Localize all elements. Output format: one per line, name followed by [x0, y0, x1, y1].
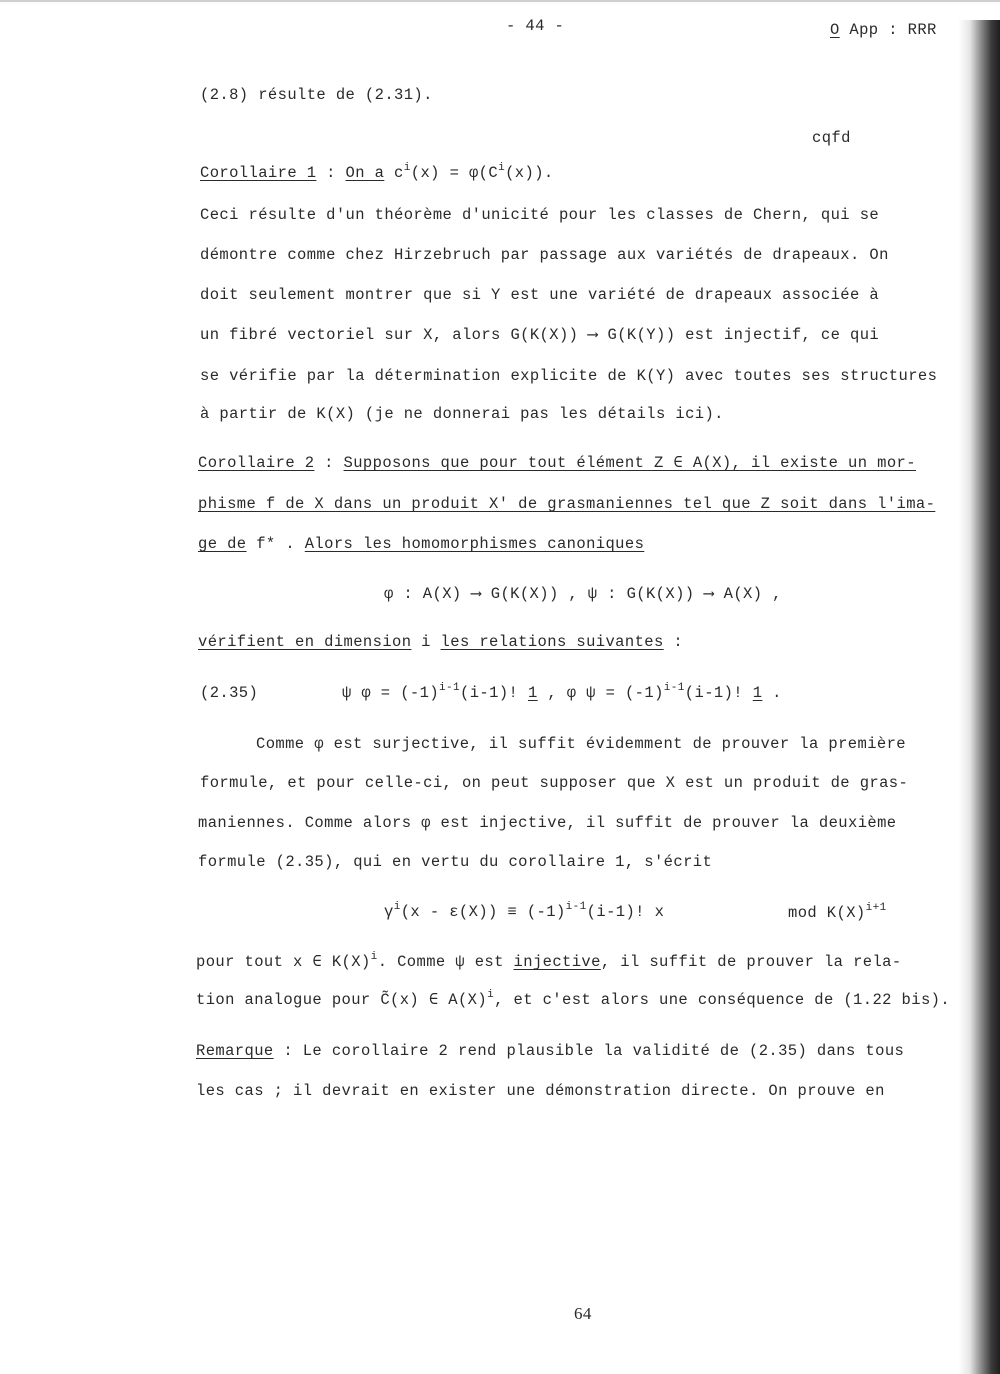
- remark-line-1: Remarque : Le corollaire 2 rend plausible la validité de (2.35) dans tous: [196, 1042, 905, 1060]
- paragraph-1-line: Ceci résulte d'un théorème d'unicité pour les classes de Chern, qui se: [200, 206, 880, 224]
- top-rule: [0, 0, 1000, 2]
- equation-2-35: ψ $\varphi = (-1)^{i-1}(i-1)$! 1 , φ $\psi = (-1)^{i-1}(i-1)$! 1 .: [342, 681, 782, 702]
- paragraph-1-line: un fibré vectoriel sur X, alors G(K(X)) ⟶ G(K(Y)) est injectif, ce qui: [200, 326, 880, 344]
- paragraph-2-line: maniennes. Comme alors φ est injective, il suffit de prouver la deuxième: [198, 814, 897, 832]
- paragraph-2-line: formule, et pour celle-ci, on peut supposer que X est un produit de gras-: [200, 774, 909, 792]
- paragraph-1-line: se vérifie par la détermination explicite de K(Y) avec toutes ses structures: [200, 367, 938, 385]
- footer-page-number: 64: [574, 1304, 592, 1323]
- corollary-2-label: Corollaire 2: [198, 454, 315, 472]
- canonical-maps-formula: φ : A(X) ⟶ G(K(X)) , ψ : G(K(X)) ⟶ A(X) ,: [384, 585, 782, 603]
- paragraph-2-line: Comme φ est surjective, il suffit évidemment de prouver la première: [256, 735, 907, 753]
- cqfd-mark: cqfd: [812, 129, 851, 147]
- gamma-congruence: $\gamma^i(x - \varepsilon(X)) \equiv (-1)^{i-1}(i-1)$! x: [384, 900, 665, 921]
- relations-intro: vérifient en dimension i les relations suivantes :: [198, 633, 684, 651]
- paragraph-1-line: démontre comme chez Hirzebruch par passage aux variétés de drapeaux. On: [200, 246, 889, 264]
- document-reference: [830, 20, 937, 40]
- corollary-1-label: Corollaire 1: [200, 164, 317, 182]
- corollary-2-line-2: phisme f de X dans un produit X' de grasmaniennes tel que Z soit dans l'ima-: [198, 495, 936, 513]
- page-label: - 44 -: [506, 17, 565, 35]
- ref-o: O: [830, 21, 840, 39]
- remark-line-2: les cas ; il devrait en exister une démonstration directe. On prouve en: [196, 1082, 885, 1100]
- corollary-1-statement: Corollaire 1 : On a $c^i(x) = \varphi(C^i(x))$.: [200, 161, 554, 182]
- equation-2-35-label: (2.35): [200, 684, 259, 702]
- scan-edge-shadow: [958, 20, 1000, 1374]
- paragraph-1-line: doit seulement montrer que si Y est une variété de drapeaux associée à: [200, 286, 880, 304]
- paragraph-1-line: à partir de K(X) (je ne donnerai pas les détails ici).: [200, 405, 724, 423]
- corollary-2-line-1: Corollaire 2 : Supposons que pour tout élément Z ∈ A(X), il existe un mor-: [198, 454, 916, 472]
- ref-rest: App : RRR: [839, 21, 937, 39]
- corollary-1-on-a: On a: [345, 164, 385, 182]
- paragraph-3-line-2: tion analogue pour C̃(x) ∈ $A(X)^i$, et c'est alors une conséquence de (1.22 bis).: [196, 988, 951, 1009]
- paragraph-2-line: formule (2.35), qui en vertu du corollaire 1, s'écrit: [198, 853, 713, 871]
- paragraph-3-line-1: pour tout x ∈ $K(X)^i$. Comme ψ est injective, il suffit de prouver la rela-: [196, 950, 902, 971]
- remark-label: Remarque: [196, 1042, 274, 1060]
- corollary-2-line-3: ge de f* . Alors les homomorphismes canoniques: [198, 535, 645, 553]
- gamma-modulus: mod $K(X)^{i+1}$: [788, 901, 887, 922]
- intro-line: (2.8) résulte de (2.31).: [200, 86, 433, 104]
